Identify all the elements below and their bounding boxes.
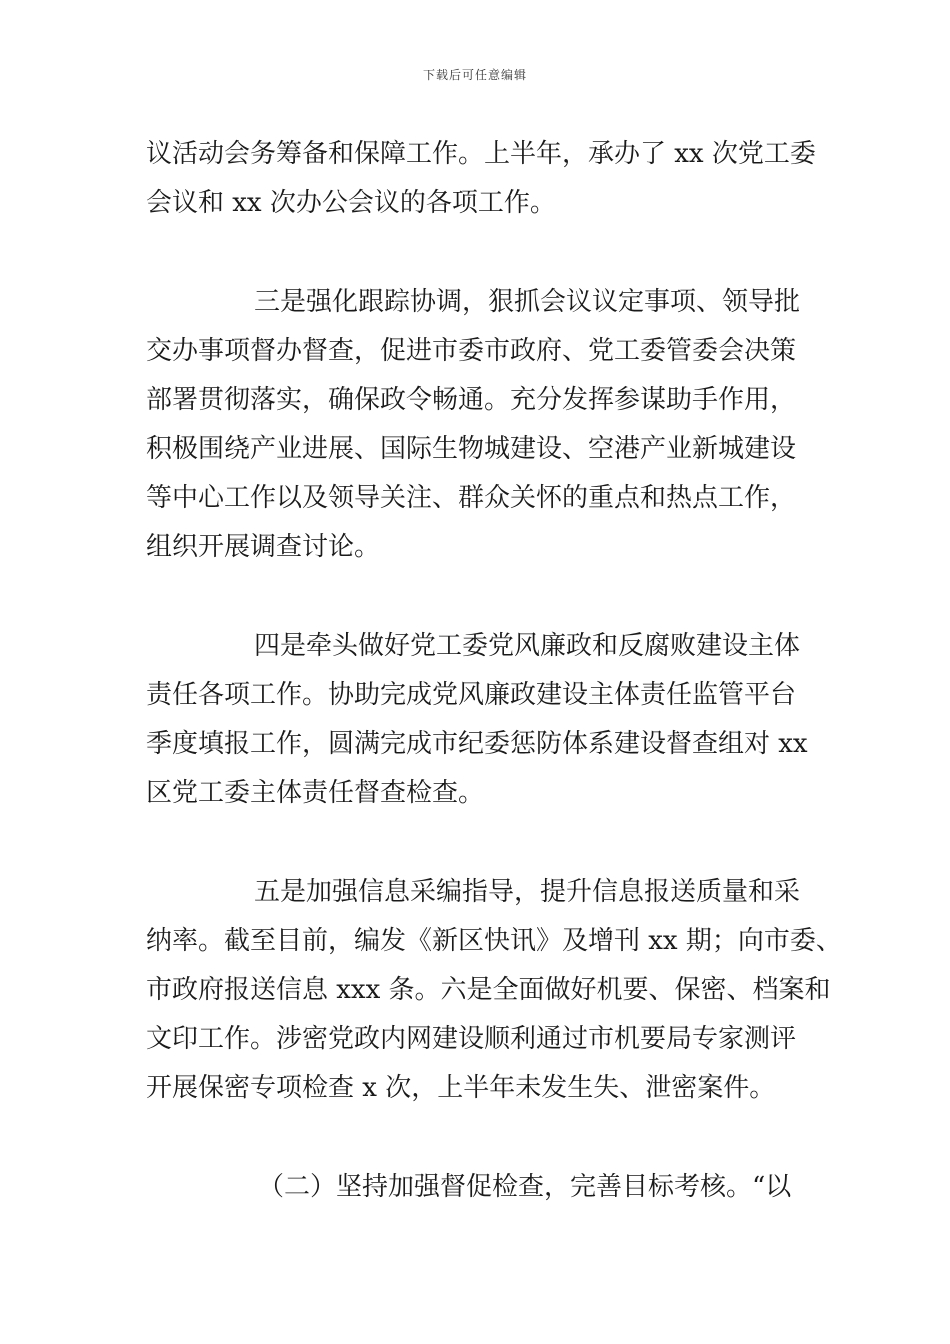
page-header: 下载后可任意编辑 [422, 68, 527, 82]
text-line: 开展保密专项检查 x 次，上半年未发生失、泄密案件。 [146, 1073, 776, 1103]
text-line: 纳率。截至目前，编发《新区快讯》及增刊 xx 期；向市委、 [146, 926, 842, 956]
text-line: 三是强化跟踪协调，狠抓会议议定事项、领导批 [254, 287, 801, 317]
text-line: 责任各项工作。协助完成党风廉政建设主体责任监管平台 [146, 680, 797, 710]
paragraph [146, 130, 836, 228]
text-line: 议活动会务筹备和保障工作。上半年，承办了 xx 次党工委 [146, 139, 816, 169]
text-line: 文印工作。涉密党政内网建设顺利通过市机要局专家测评 [146, 1024, 797, 1054]
paragraph [146, 868, 842, 1113]
text-line: 区党工委主体责任督查检查。 [146, 778, 485, 808]
text-line: 四是牵头做好党工委党风廉政和反腐败建设主体 [254, 631, 801, 661]
document-body [146, 130, 842, 1212]
text-line: 交办事项督办督查，促进市委市政府、党工委管委会决策 [146, 336, 797, 366]
text-line: 等中心工作以及领导关注、群众关怀的重点和热点工作， [146, 483, 797, 513]
text-line: 五是加强信息采编指导，提升信息报送质量和采 [254, 877, 801, 907]
text-line: 会议和 xx 次办公会议的各项工作。 [146, 188, 556, 218]
text-line: 季度填报工作，圆满完成市纪委惩防体系建设督查组对 xx [146, 729, 808, 759]
section-heading: （二）坚持加强督促检查，完善目标考核。“以 [258, 1172, 792, 1202]
paragraph [146, 622, 836, 818]
text-line: 部署贯彻落实，确保政令畅通。充分发挥参谋助手作用， [146, 385, 797, 415]
paragraph [146, 1163, 836, 1212]
text-line: 组织开展调查讨论。 [146, 532, 381, 562]
paragraph [146, 278, 836, 572]
text-line: 市政府报送信息 xxx 条。六是全面做好机要、保密、档案和 [146, 975, 831, 1005]
text-line: 积极围绕产业进展、国际生物城建设、空港产业新城建设 [146, 434, 797, 464]
